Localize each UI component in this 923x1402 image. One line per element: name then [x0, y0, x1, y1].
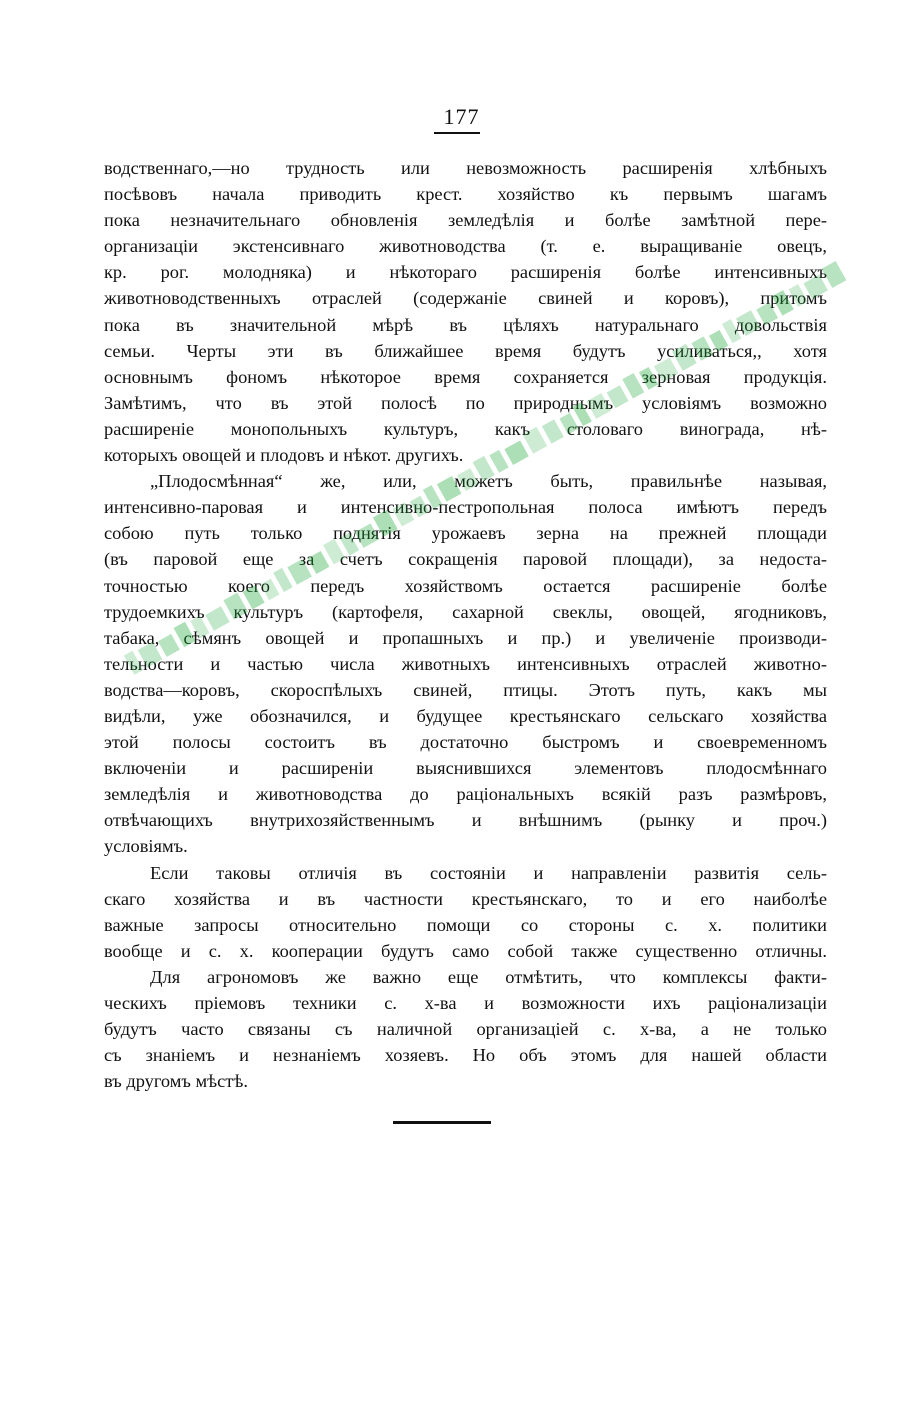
- text-line: съ знаніемъ и незнаніемъ хозяевъ. Но объ этомъ для нашей области: [104, 1045, 827, 1066]
- text-line: водства—коровъ, скороспѣлыхъ свиней, птицы. Этотъ путь, какъ мы: [104, 679, 827, 700]
- text-line: „Плодосмѣнная“ же, или, можетъ быть, правильнѣе называя,: [150, 471, 827, 492]
- text-line: ческихъ пріемовъ техники с. х-ва и возможности ихъ раціонализаціи: [104, 993, 827, 1013]
- text-line: пока въ значительной мѣрѣ въ цѣляхъ натуральнаго довольствія: [104, 314, 827, 335]
- text-line: (въ паровой еще за счетъ сокращенія паровой площади), за недоста-: [104, 549, 827, 570]
- text-line: табака, сѣмянъ овощей и пропашныхъ и пр.) и увеличеніе производи-: [104, 627, 827, 648]
- text-line: скаго хозяйства и въ частности крестьянскаго, то и его наиболѣе: [104, 888, 827, 909]
- text-line: важные запросы относительно помощи со стороны с. х. политики: [104, 914, 827, 935]
- text-line: условіямъ.: [104, 836, 188, 857]
- text-line: тельности и частью числа животныхъ интенсивныхъ отраслей животно-: [104, 653, 827, 674]
- text-line: водственнаго,—но трудность или невозможность расширенія хлѣбныхъ: [104, 158, 827, 178]
- text-line: посѣвовъ начала приводить крест. хозяйство къ первымъ шагамъ: [104, 184, 827, 205]
- text-line: будутъ часто связаны съ наличной организаціей с. х-ва, а не только: [104, 1019, 827, 1040]
- text-line: включеніи и расширеніи выяснившихся элементовъ плодосмѣннаго: [104, 758, 827, 779]
- section-end-rule: [393, 1121, 491, 1124]
- body-text: [104, 155, 827, 1094]
- text-line: Замѣтимъ, что въ этой полосѣ по природнымъ условіямъ возможно: [104, 392, 827, 413]
- text-line: вообще и с. х. кооперации будутъ само собой также существенно отличны.: [104, 940, 827, 961]
- text-line: земледѣлія и животноводства до раціональныхъ всякій разъ размѣровъ,: [104, 784, 827, 805]
- text-line: интенсивно-паровая и интенсивно-пестропольная полоса имѣютъ передъ: [104, 497, 827, 518]
- text-line: собою путь только поднятія урожаевъ зерна на прежней площади: [104, 523, 827, 544]
- text-line: семьи. Черты эти въ ближайшее время будутъ усиливаться,, хотя: [104, 340, 827, 361]
- text-line: организаціи экстенсивнаго животноводства (т. е. выращиваніе овецъ,: [104, 236, 827, 257]
- page-number: 177: [443, 104, 480, 129]
- text-line: трудоемкихъ культуръ (картофеля, сахарной свеклы, овощей, ягодниковъ,: [104, 601, 827, 622]
- text-line: этой полосы состоитъ въ достаточно быстромъ и своевременномъ: [104, 732, 827, 753]
- text-line: Для агрономовъ же важно еще отмѣтить, что комплексы факти-: [150, 966, 827, 987]
- text-line: точностью коего передъ хозяйствомъ остается расширеніе болѣе: [104, 575, 827, 596]
- text-line: въ другомъ мѣстѣ.: [104, 1071, 248, 1092]
- text-line: отвѣчающихъ внутрихозяйственнымъ и внѣшнимъ (рынку и проч.): [104, 810, 827, 831]
- text-line: пока незначительнаго обновленія земледѣлія и болѣе замѣтной пере-: [104, 210, 827, 231]
- text-line: кр. рог. молодняка) и нѣкотораго расширенія болѣе интенсивныхъ: [104, 262, 827, 283]
- text-line: видѣли, уже обозначился, и будущее крестьянскаго сельскаго хозяйства: [104, 705, 827, 726]
- text-line: животноводственныхъ отраслей (содержаніе свиней и коровъ), притомъ: [104, 288, 827, 309]
- text-line: расширеніе монопольныхъ культуръ, какъ столоваго винограда, нѣ-: [104, 418, 827, 439]
- text-line: которыхъ овощей и плодовъ и нѣкот. другихъ.: [104, 445, 464, 466]
- text-line: основнымъ фономъ нѣкоторое время сохраняется зерновая продукція.: [104, 366, 827, 387]
- page-number-underline: [434, 132, 480, 134]
- text-line: Если таковы отличія въ состояніи и направленіи развитія сель-: [150, 862, 827, 883]
